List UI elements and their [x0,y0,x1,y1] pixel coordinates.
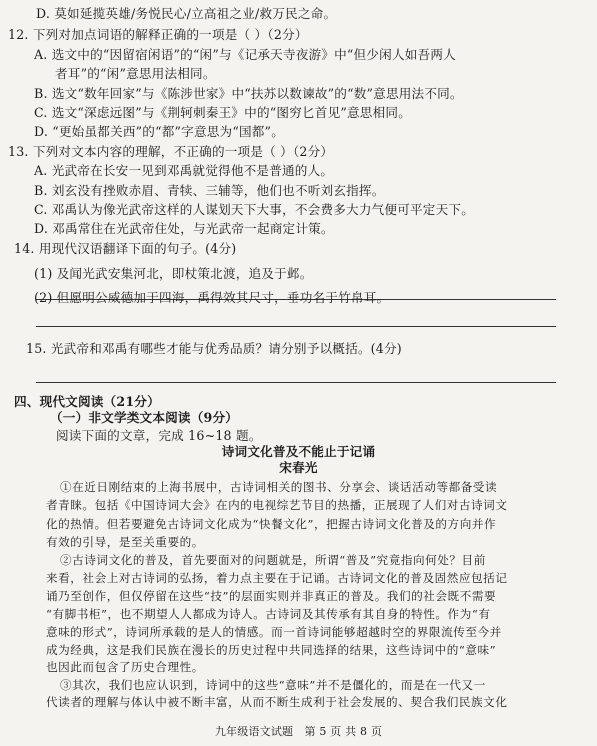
article-line: 化的热情。但若要避免古诗词文化成为“快餐文化”，把握古诗词文化普及的方向并作 [46,517,497,531]
article-author: 宋春光 [279,460,318,475]
q13-stem: 13. 下列对文本内容的理解，不正确的一项是（ ）（2分） [8,144,334,159]
article-line: ③其次，我们也应认识到，诗词中的这些“意味”并不是僵化的，而是在一代又一 [60,678,486,692]
article-line: 成为经典，这是我们民族在漫长的历史过程中共同选择的结果，这些诗词中的“意味” [46,643,497,657]
q12-option-d: D. “更始虽都关西”的“都”字意思为“国都”。 [34,124,284,139]
article-line: 者青睐。包括《中国诗词大会》在内的电视综艺节目的热播，正展现了人们对古诗词文 [46,498,508,512]
q14-sentence-2: (2) 但愿明公威德加于四海，禹得效其尺寸，垂功名于竹帛耳。 [34,290,390,305]
section-heading: 四、现代文阅读（21分） [14,394,160,409]
q14-sentence-1: (1) 及闻光武安集河北，即杖策北渡，追及于邺。 [34,266,313,281]
answer-line [36,326,556,327]
article-line: 代读者的理解与体认中被不断丰富，从而不断生成利于社会发展的、契合我们民族文化 [46,695,508,709]
q14-stem: 14. 用现代汉语翻译下面的句子。(4分) [14,241,237,256]
article-line: 有效的引导，是至关重要的。 [46,535,204,549]
article-line: 诵乃至创作，但仅停留在这些“技”的层面实则并非真正的普及。我们的社会既不需要 [46,589,497,603]
article-line: 意味的形式”，诗词所承载的是人的情感。而一首诗词能够超越时空的界限流传至今并 [46,625,502,639]
q13-option-b: B. 刘玄没有挫败赤眉、青犊、三辅等，他们也不听刘玄指挥。 [34,183,385,198]
article-line: ②古诗词文化的普及，首先要面对的问题就是，所谓“普及”究竟指向何处？目前 [60,553,486,567]
q13-option-d: D. 邓禹常住在光武帝住处，与光武帝一起商定计策。 [34,221,334,236]
q13-option-a: A. 光武帝在长安一见到邓禹就觉得他不是普通的人。 [34,163,334,178]
q12-option-b: B. 选文“数年回家”与《陈涉世家》中“扶苏以数谏故”的“数”意思用法不同。 [34,86,463,101]
reading-instruction: 阅读下面的文章，完成 16~18 题。 [56,428,262,443]
article-line: “有脚书柜”，也不期望人人都成为诗人。古诗词及其传承有其自身的特性。作为“有 [46,607,491,621]
q13-option-c: C. 邓禹认为像光武帝这样的人谋划天下大事，不会费多大力气便可平定天下。 [34,202,474,217]
q12-stem: 12. 下列对加点词语的解释正确的一项是（ ）（2分） [8,27,308,42]
q12-option-c: C. 选文“深虑远图”与《荆轲刺秦王》中的“图穷匕首见”意思相同。 [34,105,411,120]
article-line: 来看，社会上对古诗词的弘扬，着力点主要在于记诵。古诗词文化的普及固然应包括记 [46,571,508,585]
q12-option-a-cont: 者耳”的“闲”意思用法相同。 [55,66,216,81]
subsection-heading: （一）非文学类文本阅读（9分） [50,410,239,425]
q11-option-d: D. 莫如延揽英雄/务悦民心/立高祖之业/救万民之命。 [36,6,337,21]
page-footer: 九年级语文试题 第 5 页 共 8 页 [214,725,383,738]
article-line: ①在近日刚结束的上海书展中，古诗词相关的图书、分享会、谈话活动等都备受读 [60,480,498,494]
q12-option-a: A. 选文中的“因留宿闲语”的“闲”与《记承天寺夜游》中“但少闲人如吾两人 [34,47,456,62]
article-line: 也因此而包含了历史合理性。 [46,660,204,674]
q15-stem: 15. 光武帝和邓禹有哪些才能与优秀品质？请分别予以概括。(4分) [26,341,402,356]
article-title: 诗词文化普及不能止于记诵 [221,444,376,459]
answer-line [36,382,556,383]
